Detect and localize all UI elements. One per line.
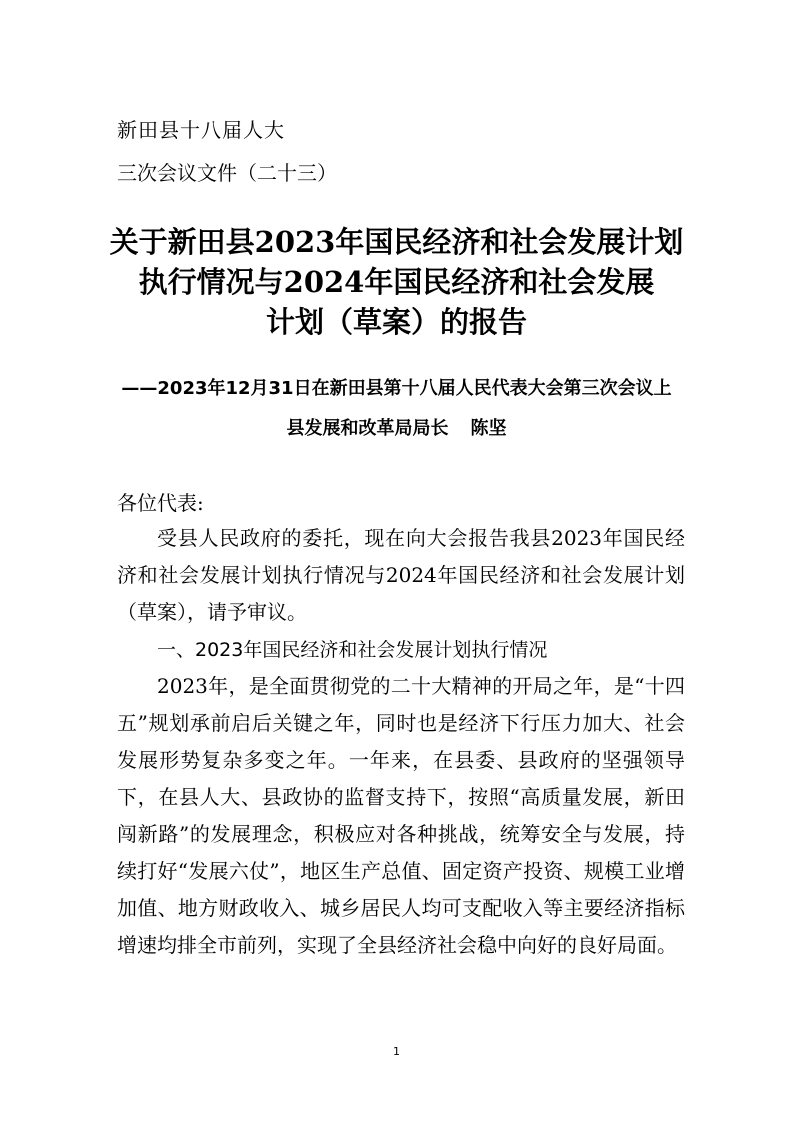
paragraph-2023-overview: 2023年，是全面贯彻党的二十大精神的开局之年，是“十四五”规划承前启后关键之年，同时也是经济下行压力加大、社会发展形势复杂多变之年。一年来，在县委、县政府的坚强领导下，在县人大、县政协的监督支持下，按照“高质量发展，新田闯新路”的发展理念，积极应对各种挑战，统筹安全与发展，持续打好“发展六仗”，地区生产总值、固定资产投资、规模工业增加值、地方财政收入、城乡居民人均可支配收入等主要经济指标增速均排全市前列，实现了全县经济社会稳中向好的良好局面。 — [117, 674, 685, 957]
subtitle-date-venue: ——2023年12月31日在新田县第十八届人民代表大会第三次会议上 — [121, 378, 672, 399]
greeting: 各位代表: — [117, 491, 204, 515]
document-issuer: 新田县十八届人大 — [117, 118, 285, 142]
document-number: 三次会议文件（二十三） — [117, 161, 337, 185]
subtitle-speaker — [0, 420, 793, 438]
speaker-role: 县发展和改革局局长 — [286, 418, 449, 439]
section-heading-1: 一、2023年国民经济和社会发展计划执行情况 — [157, 639, 548, 661]
paragraph-intro: 受县人民政府的委托，现在向大会报告我县2023年国民经济和社会发展计划执行情况与2024年国民经济和社会发展计划（草案），请予审议。 — [117, 526, 685, 624]
speaker-name: 陈坚 — [470, 418, 507, 439]
page-number: 1 — [393, 1045, 400, 1058]
title-line-3: 计划（草案）的报告 — [265, 305, 527, 339]
title-line-2: 执行情况与2024年国民经济和社会发展 — [138, 265, 655, 299]
title-line-1: 关于新田县2023年国民经济和社会发展计划 — [109, 225, 684, 259]
